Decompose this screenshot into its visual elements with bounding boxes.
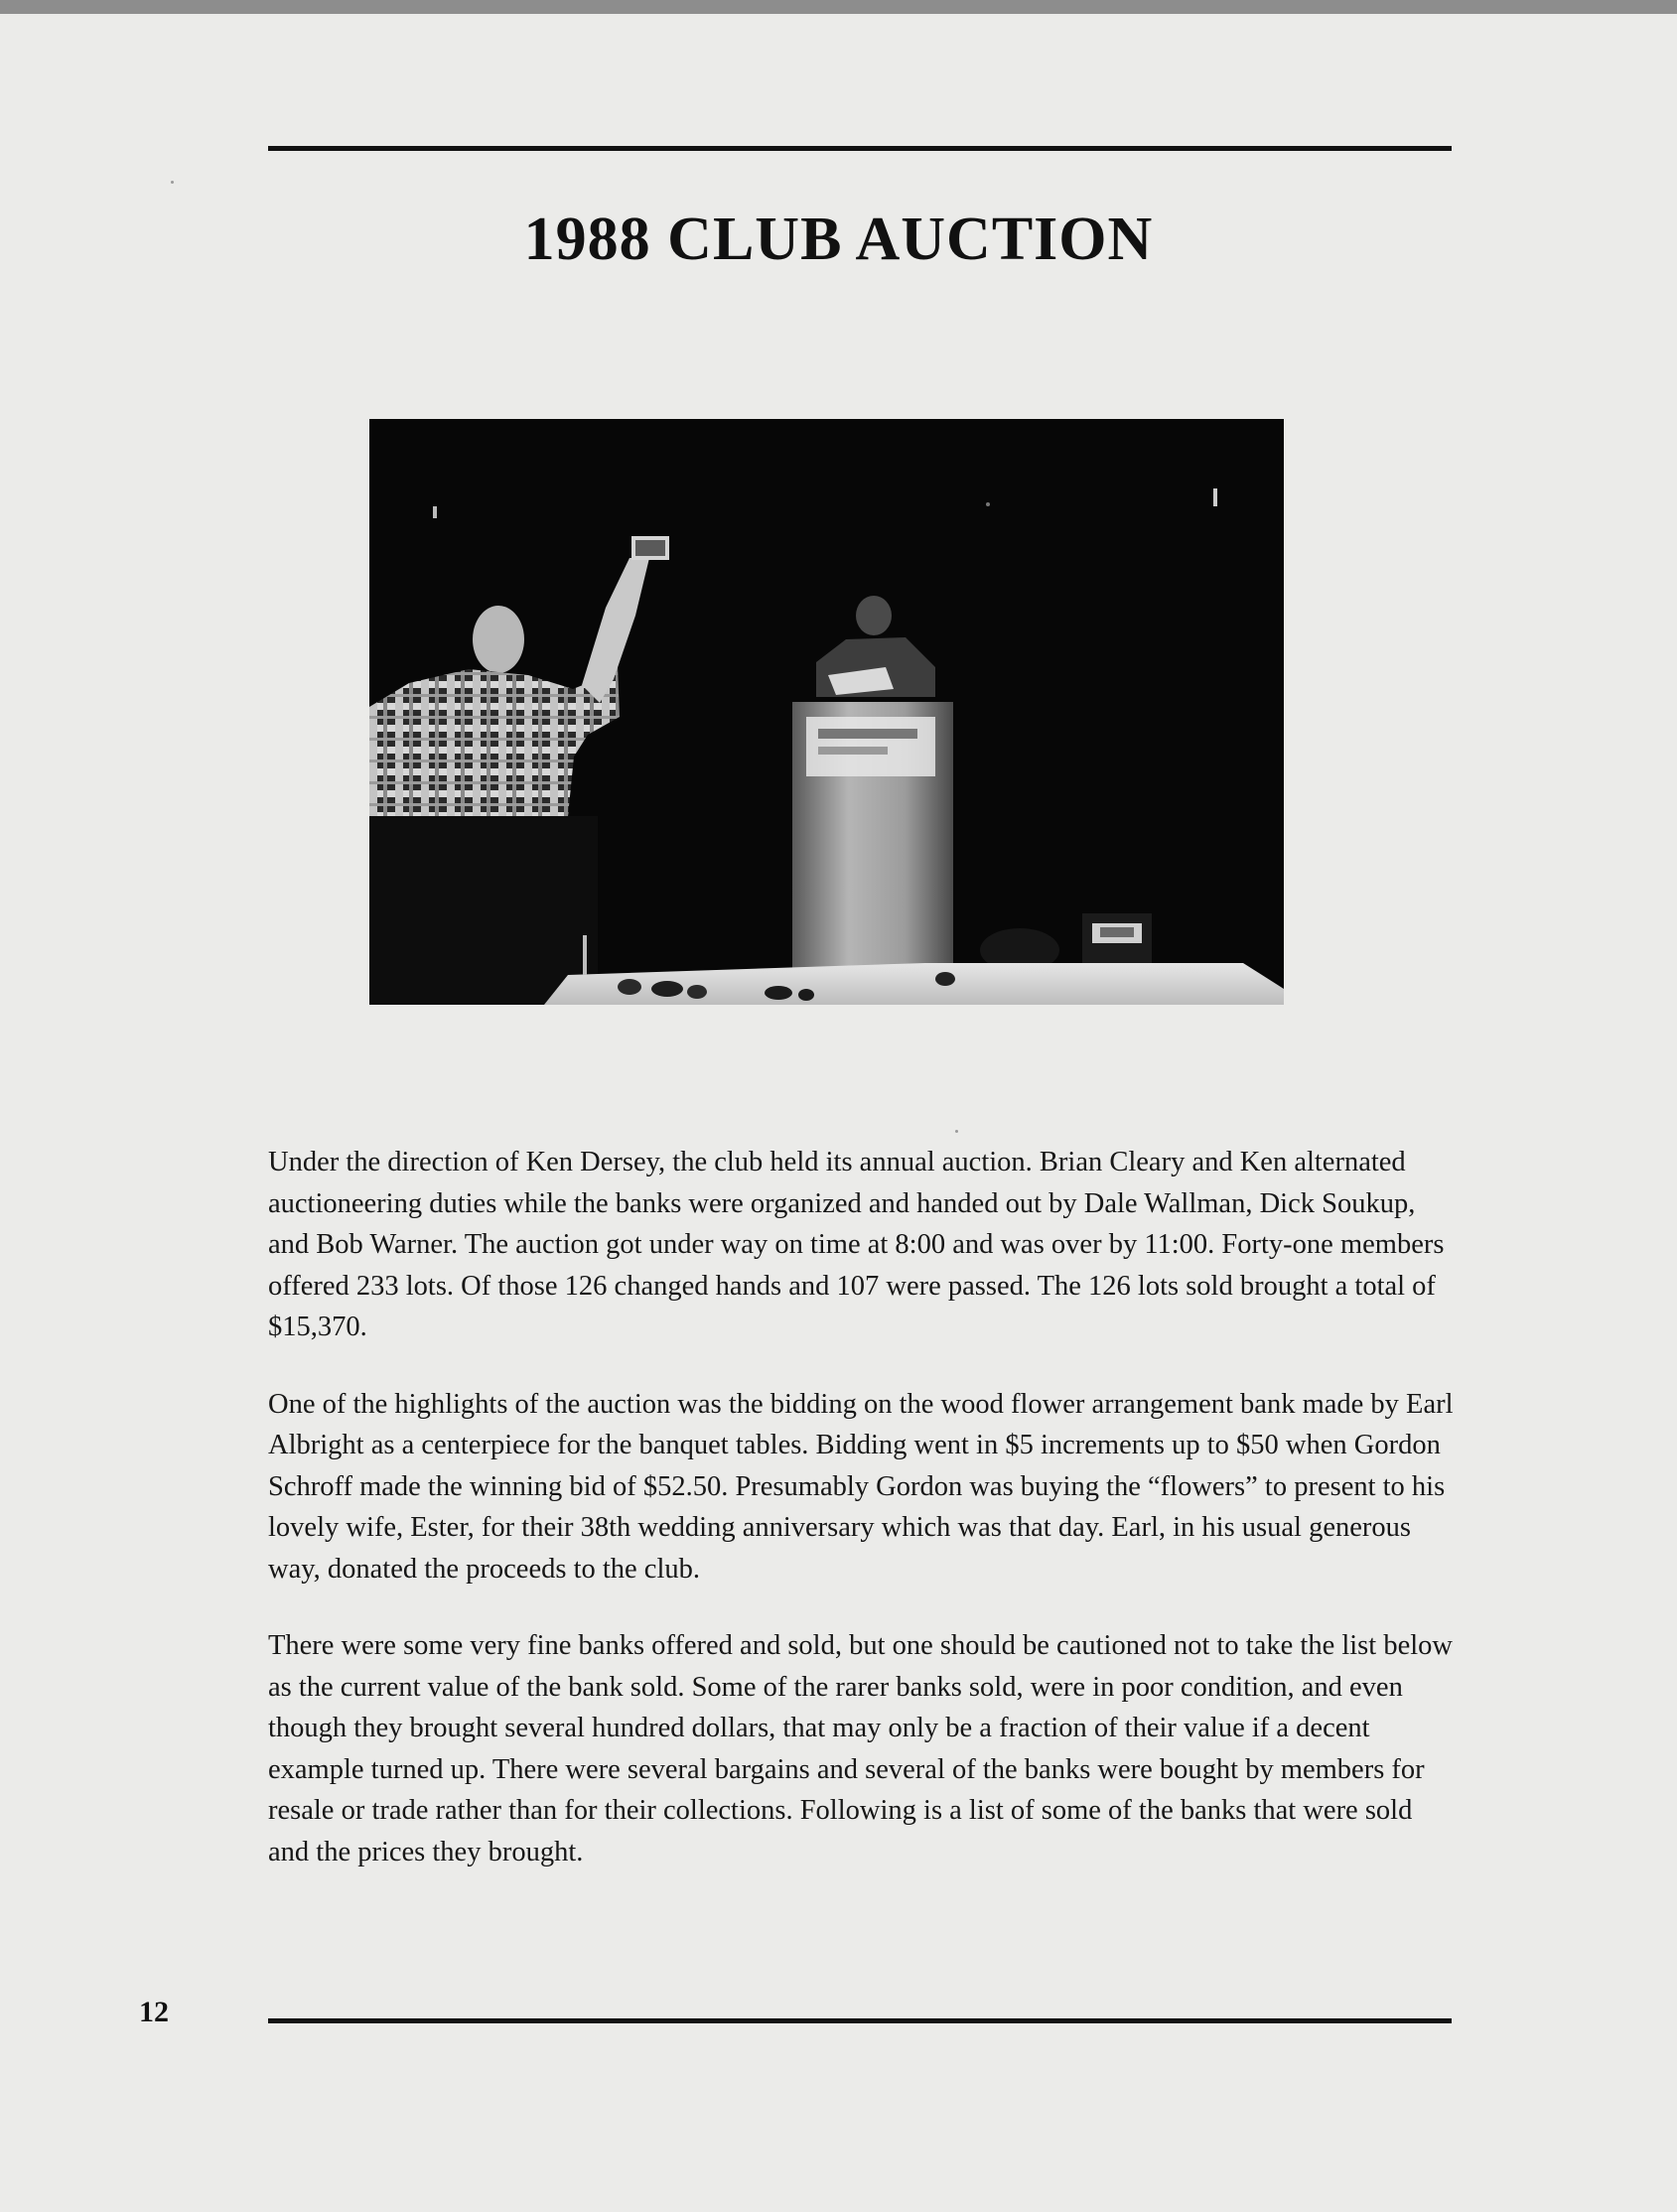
paragraph-2: One of the highlights of the auction was the bidding on the wood flower arrangement bank made by Earl Albright as a centerpiece for the banquet tables. Bidding went in $5 increments up to $50 when Gordon Schroff made the winning bid of $52.50. Presumably Gordon was buying the “flowers” to present to his lovely wife, Ester, for their 38th wedding anniversary which was that day. Earl, in his usual generous way, donated the proceeds to the club.: [268, 1388, 1454, 1585]
page-title: 1988 CLUB AUCTION: [523, 206, 1154, 273]
scan-speck: [955, 1130, 958, 1133]
auction-photo-image: [369, 419, 1284, 1005]
top-rule: [268, 146, 1452, 151]
paragraph-1: Under the direction of Ken Dersey, the club held its annual auction. Brian Cleary and Ken alternated auctioneering duties while the banks were organized and handed out by Dale Wallman, Dick Soukup, and Bob Warner. The auction got under way on time at 8:00 and was over by 11:00. Forty-one members offered 233 lots. Of those 126 changed hands and 107 were passed. The 126 lots sold brought a total of $15,370.: [268, 1147, 1445, 1342]
scan-top-edge: [0, 0, 1677, 14]
bottom-rule: [268, 2018, 1452, 2023]
page-number: 12: [139, 1996, 169, 2028]
paragraph-3: There were some very fine banks offered and sold, but one should be cautioned not to take the list below as the current value of the bank sold. Some of the rarer banks sold, were in poor condition, and even though they brought several hundred dollars, that may only be a fraction of their value if a decent example turned up. There were several bargains and several of the banks were bought by members for resale or trade rather than for their collections. Following is a list of some of the banks that were sold and the prices they brought.: [268, 1630, 1453, 1867]
article-body: [268, 1142, 1455, 1908]
scan-speck: [171, 181, 174, 184]
auction-photo: [369, 419, 1284, 1005]
